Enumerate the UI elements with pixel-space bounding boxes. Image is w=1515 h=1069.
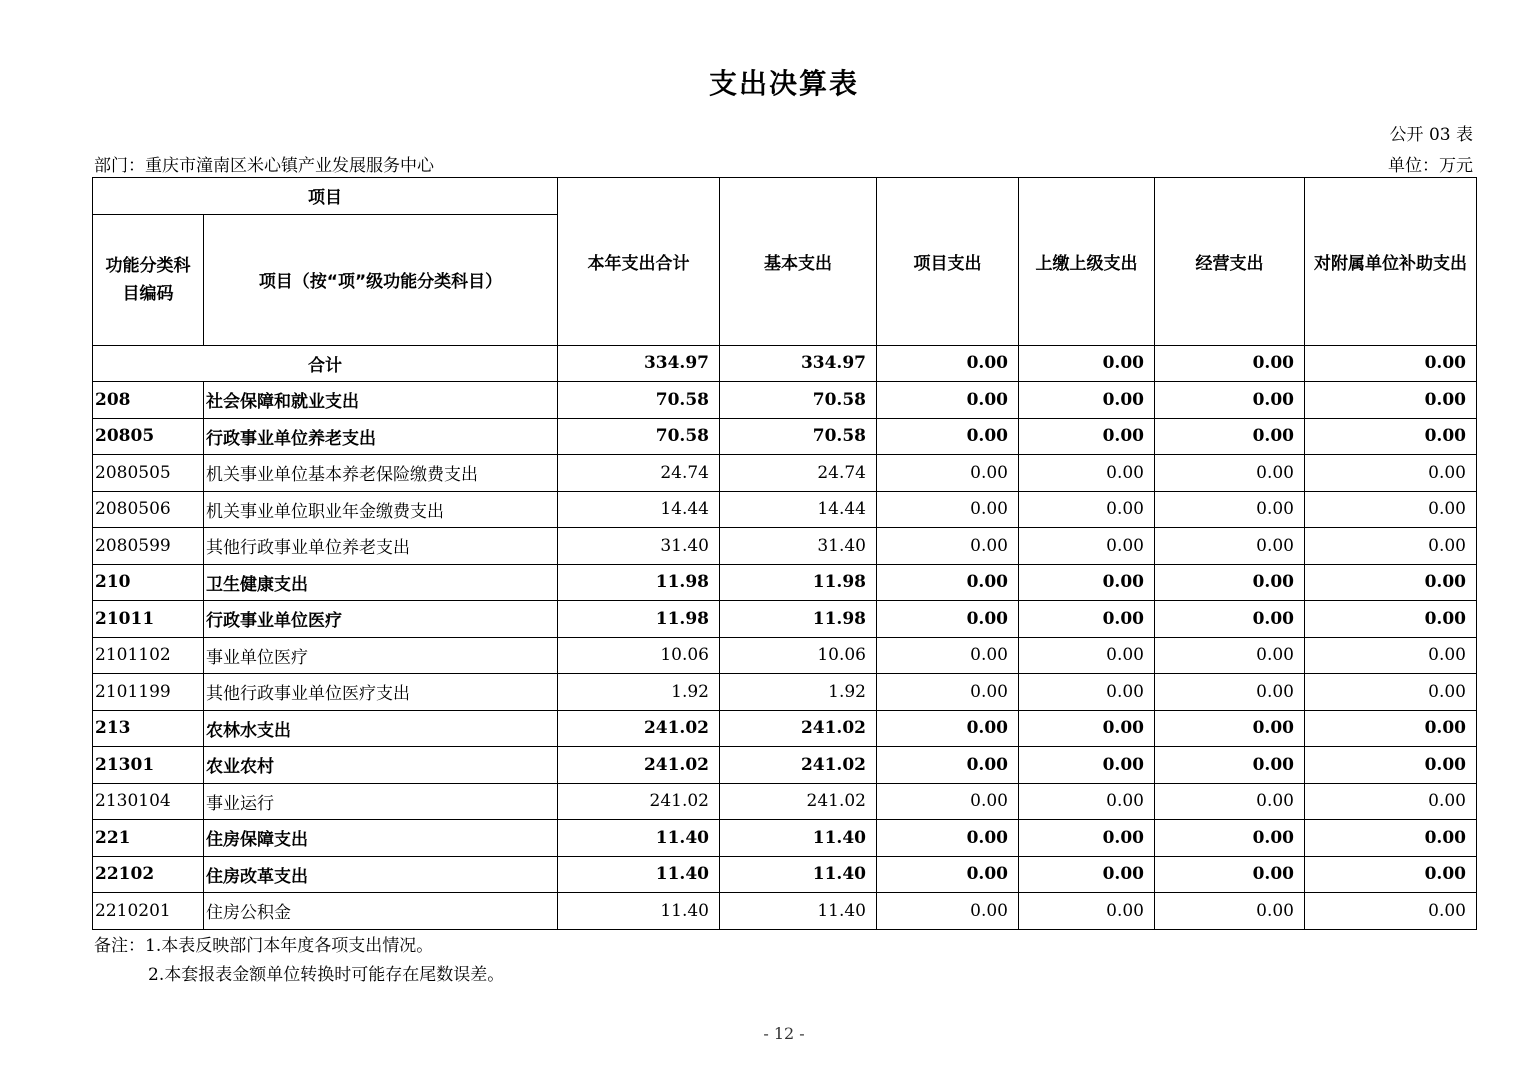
row-value: 0.00 (1019, 382, 1155, 419)
row-value: 0.00 (1019, 455, 1155, 492)
expenditure-table (92, 177, 1477, 930)
notes (94, 932, 504, 990)
row-value: 70.58 (720, 382, 877, 419)
row-value: 0.00 (1019, 856, 1155, 893)
row-code: 2210201 (93, 893, 204, 930)
row-value: 0.00 (877, 528, 1019, 565)
row-name: 农林水支出 (204, 710, 558, 747)
row-value: 70.58 (558, 382, 720, 419)
table-row (93, 564, 1477, 601)
row-value: 1.92 (558, 674, 720, 711)
row-value: 70.58 (558, 418, 720, 455)
row-value: 0.00 (1019, 783, 1155, 820)
row-value: 0.00 (1155, 601, 1305, 638)
row-value: 0.00 (877, 783, 1019, 820)
row-value: 14.44 (720, 491, 877, 528)
total-value: 334.97 (558, 345, 720, 382)
row-code: 208 (93, 382, 204, 419)
row-value: 0.00 (1019, 893, 1155, 930)
total-value: 334.97 (720, 345, 877, 382)
row-value: 0.00 (1155, 893, 1305, 930)
row-value: 0.00 (877, 856, 1019, 893)
row-name: 住房改革支出 (204, 856, 558, 893)
row-value: 0.00 (1155, 564, 1305, 601)
row-value: 0.00 (1305, 455, 1477, 492)
table-row (93, 455, 1477, 492)
row-name: 其他行政事业单位医疗支出 (204, 674, 558, 711)
header-name: 项目（按“项”级功能分类科目） (204, 214, 558, 345)
row-value: 0.00 (877, 564, 1019, 601)
row-value: 0.00 (877, 893, 1019, 930)
row-name: 事业运行 (204, 783, 558, 820)
row-value: 0.00 (1019, 418, 1155, 455)
row-value: 11.98 (720, 564, 877, 601)
table-row (93, 528, 1477, 565)
table-row (93, 710, 1477, 747)
row-value: 14.44 (558, 491, 720, 528)
row-value: 241.02 (558, 747, 720, 784)
row-value: 241.02 (558, 783, 720, 820)
table-row (93, 893, 1477, 930)
note-line-1: 备注：1.本表反映部门本年度各项支出情况。 (94, 936, 434, 956)
row-value: 0.00 (1305, 564, 1477, 601)
row-value: 0.00 (1019, 601, 1155, 638)
row-value: 0.00 (1155, 856, 1305, 893)
row-value: 0.00 (1155, 418, 1305, 455)
row-value: 11.98 (720, 601, 877, 638)
row-code: 210 (93, 564, 204, 601)
header-upper-expenditure: 上缴上级支出 (1019, 178, 1155, 346)
row-value: 11.40 (558, 820, 720, 857)
table-row (93, 601, 1477, 638)
row-value: 0.00 (1155, 455, 1305, 492)
row-name: 机关事业单位基本养老保险缴费支出 (204, 455, 558, 492)
row-value: 0.00 (1305, 491, 1477, 528)
row-value: 11.40 (720, 820, 877, 857)
header-business-expenditure: 经营支出 (1155, 178, 1305, 346)
row-name: 卫生健康支出 (204, 564, 558, 601)
row-value: 0.00 (1305, 820, 1477, 857)
row-name: 其他行政事业单位养老支出 (204, 528, 558, 565)
row-value: 0.00 (1305, 893, 1477, 930)
header-subsidy-expenditure: 对附属单位补助支出 (1305, 178, 1477, 346)
row-value: 70.58 (720, 418, 877, 455)
row-value: 31.40 (558, 528, 720, 565)
department-label: 部门：重庆市潼南区米心镇产业发展服务中心 (94, 156, 434, 176)
row-name: 机关事业单位职业年金缴费支出 (204, 491, 558, 528)
row-value: 0.00 (877, 601, 1019, 638)
total-value: 0.00 (877, 345, 1019, 382)
row-code: 2101199 (93, 674, 204, 711)
header-project: 项目 (93, 178, 558, 215)
row-code: 20805 (93, 418, 204, 455)
unit-label: 单位：万元 (1388, 156, 1473, 176)
table-row (93, 382, 1477, 419)
row-value: 24.74 (720, 455, 877, 492)
row-value: 0.00 (1155, 674, 1305, 711)
row-value: 0.00 (1305, 783, 1477, 820)
row-value: 0.00 (877, 637, 1019, 674)
row-code: 21011 (93, 601, 204, 638)
row-value: 10.06 (558, 637, 720, 674)
row-name: 住房公积金 (204, 893, 558, 930)
row-code: 2080506 (93, 491, 204, 528)
page-title: 支出决算表 (708, 67, 859, 100)
row-value: 0.00 (1155, 528, 1305, 565)
table-row (93, 674, 1477, 711)
row-value: 0.00 (1305, 418, 1477, 455)
row-code: 2080599 (93, 528, 204, 565)
row-value: 0.00 (877, 674, 1019, 711)
row-value: 0.00 (1155, 382, 1305, 419)
row-value: 0.00 (1305, 674, 1477, 711)
row-value: 0.00 (1155, 710, 1305, 747)
row-value: 0.00 (1305, 856, 1477, 893)
row-value: 0.00 (1305, 747, 1477, 784)
row-value: 0.00 (1305, 637, 1477, 674)
total-value: 0.00 (1155, 345, 1305, 382)
row-name: 住房保障支出 (204, 820, 558, 857)
row-code: 2101102 (93, 637, 204, 674)
table-row (93, 637, 1477, 674)
note-line-2: 2.本套报表金额单位转换时可能存在尾数误差。 (148, 965, 505, 985)
row-value: 0.00 (1305, 601, 1477, 638)
row-value: 0.00 (1305, 710, 1477, 747)
row-value: 0.00 (1305, 528, 1477, 565)
header-row-1 (93, 178, 1477, 215)
table-row (93, 747, 1477, 784)
row-value: 0.00 (1019, 637, 1155, 674)
row-value: 0.00 (1019, 528, 1155, 565)
row-value: 0.00 (877, 455, 1019, 492)
row-value: 241.02 (720, 747, 877, 784)
row-name: 农业农村 (204, 747, 558, 784)
total-row (93, 345, 1477, 382)
row-code: 221 (93, 820, 204, 857)
row-value: 0.00 (1019, 710, 1155, 747)
row-value: 0.00 (1019, 564, 1155, 601)
header-project-expenditure: 项目支出 (877, 178, 1019, 346)
header-code: 功能分类科目编码 (93, 214, 204, 345)
row-value: 0.00 (1155, 637, 1305, 674)
row-value: 11.40 (720, 856, 877, 893)
table-row (93, 856, 1477, 893)
row-value: 0.00 (1155, 783, 1305, 820)
row-name: 行政事业单位医疗 (204, 601, 558, 638)
row-value: 241.02 (720, 710, 877, 747)
row-value: 11.40 (558, 856, 720, 893)
row-value: 241.02 (720, 783, 877, 820)
row-value: 24.74 (558, 455, 720, 492)
row-value: 31.40 (720, 528, 877, 565)
row-value: 0.00 (877, 418, 1019, 455)
table-row (93, 820, 1477, 857)
row-value: 1.92 (720, 674, 877, 711)
row-value: 0.00 (877, 820, 1019, 857)
row-value: 0.00 (1155, 820, 1305, 857)
row-value: 0.00 (1305, 382, 1477, 419)
row-value: 0.00 (877, 747, 1019, 784)
total-value: 0.00 (1019, 345, 1155, 382)
row-code: 2080505 (93, 455, 204, 492)
table-row (93, 491, 1477, 528)
row-value: 0.00 (1155, 747, 1305, 784)
row-code: 21301 (93, 747, 204, 784)
table-row (93, 783, 1477, 820)
row-value: 0.00 (1019, 747, 1155, 784)
row-value: 0.00 (1019, 820, 1155, 857)
row-value: 0.00 (877, 710, 1019, 747)
table-row (93, 418, 1477, 455)
row-name: 社会保障和就业支出 (204, 382, 558, 419)
row-value: 0.00 (1019, 674, 1155, 711)
total-value: 0.00 (1305, 345, 1477, 382)
row-name: 事业单位医疗 (204, 637, 558, 674)
row-value: 10.06 (720, 637, 877, 674)
header-total: 本年支出合计 (558, 178, 720, 346)
header-basic: 基本支出 (720, 178, 877, 346)
total-label: 合计 (93, 345, 558, 382)
row-code: 213 (93, 710, 204, 747)
row-value: 0.00 (877, 491, 1019, 528)
form-number: 公开 03 表 (1389, 125, 1473, 145)
row-value: 11.40 (720, 893, 877, 930)
row-value: 0.00 (1155, 491, 1305, 528)
row-value: 11.40 (558, 893, 720, 930)
page-number: - 12 - (763, 1024, 805, 1043)
row-value: 11.98 (558, 564, 720, 601)
row-code: 22102 (93, 856, 204, 893)
row-name: 行政事业单位养老支出 (204, 418, 558, 455)
row-value: 0.00 (877, 382, 1019, 419)
row-value: 241.02 (558, 710, 720, 747)
row-code: 2130104 (93, 783, 204, 820)
row-value: 11.98 (558, 601, 720, 638)
row-value: 0.00 (1019, 491, 1155, 528)
